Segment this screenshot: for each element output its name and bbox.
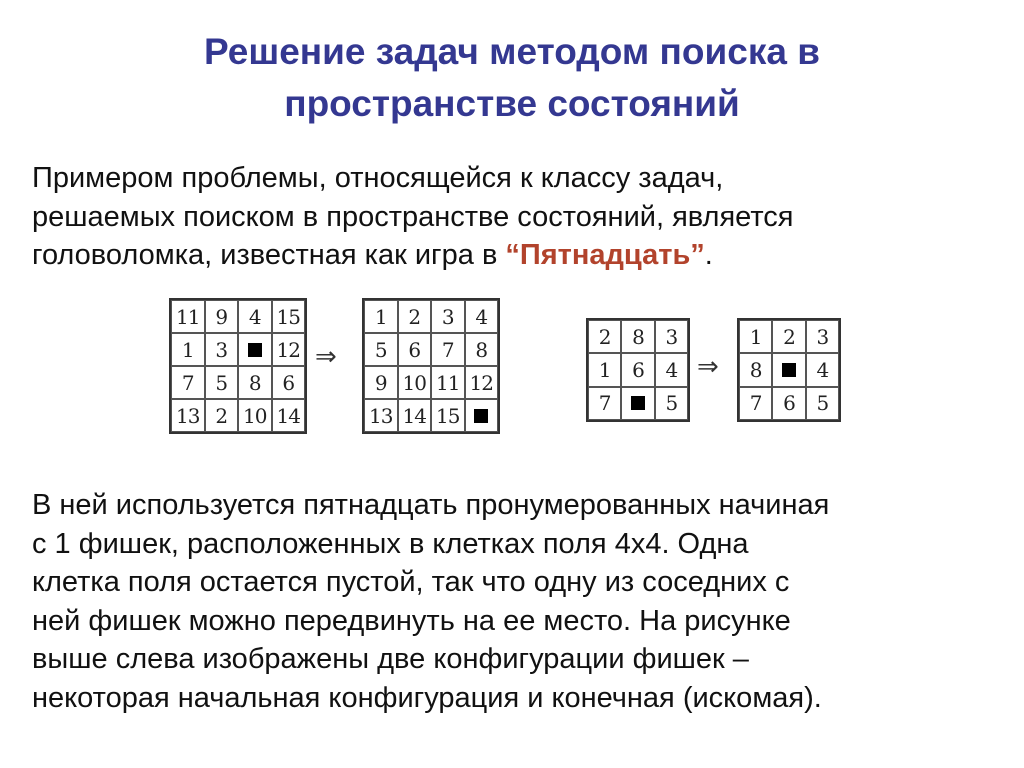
intro-line-2: решаемых поиском в пространстве состояний, является: [32, 200, 794, 233]
arrow-right-icon: ⇒: [315, 342, 337, 372]
puzzle-tile: 4: [655, 353, 688, 386]
intro-line-3: [32, 236, 1002, 275]
intro-line-1: Примером проблемы, относящейся к классу задач,: [32, 162, 724, 194]
puzzle-tile: 12: [272, 333, 306, 366]
empty-cell-marker: [631, 396, 645, 410]
body-line-6: некоторая начальная конфигурация и конечная (искомая).: [32, 681, 822, 714]
puzzle-tile: 8: [238, 366, 272, 399]
puzzle-tile: 2: [772, 320, 805, 353]
puzzle-tile: 13: [171, 399, 205, 432]
puzzle-tile: 3: [655, 320, 688, 353]
puzzle-tile: 5: [655, 387, 688, 420]
puzzle-tile: 3: [205, 333, 239, 366]
puzzle-tile: 7: [588, 387, 621, 420]
body-line-4: ней фишек можно передвинуть на ее место. На рисунке: [32, 604, 791, 637]
puzzle-15-goal-grid: [362, 298, 500, 434]
puzzle-tile: 4: [806, 353, 839, 386]
puzzle-tile: 2: [588, 320, 621, 353]
puzzle-tile: 12: [465, 366, 499, 399]
puzzle-tile: 14: [272, 399, 306, 432]
empty-cell-marker: [474, 409, 488, 423]
puzzle-tile: 15: [431, 399, 465, 432]
arrow-right-icon: ⇒: [697, 352, 719, 382]
puzzle-15-start-grid: [169, 298, 307, 434]
game-name-highlight: “Пятнадцать”: [505, 239, 705, 271]
puzzle-tile: 6: [621, 353, 654, 386]
body-line-3: клетка поля остается пустой, так что одну из соседних с: [32, 566, 790, 598]
slide-title-line-1: Решение задач методом поиска в: [204, 31, 820, 72]
puzzle-8-goal-grid: [737, 318, 841, 422]
puzzle-tile: 9: [364, 366, 398, 399]
puzzle-tile: 5: [205, 366, 239, 399]
puzzle-tile: 10: [398, 366, 432, 399]
body-line-5: выше слева изображены две конфигурации фишек –: [32, 643, 749, 675]
puzzle-tile: 5: [806, 387, 839, 420]
puzzle-tile: 4: [238, 300, 272, 333]
puzzle-tile: 3: [806, 320, 839, 353]
puzzle-tile: 6: [272, 366, 306, 399]
puzzle-tile: 13: [364, 399, 398, 432]
puzzle-tile: 14: [398, 399, 432, 432]
empty-cell-marker: [248, 343, 262, 357]
puzzle-tile: 5: [364, 333, 398, 366]
puzzle-tile: 7: [739, 387, 772, 420]
puzzle-tile: 8: [739, 353, 772, 386]
puzzle-tile: 1: [364, 300, 398, 333]
puzzle-tile: 8: [621, 320, 654, 353]
empty-cell: [465, 399, 499, 432]
puzzle-tile: 1: [588, 353, 621, 386]
puzzle-tile: 9: [205, 300, 239, 333]
body-line-1: В ней используется пятнадцать пронумерованных начиная: [32, 489, 830, 521]
puzzle-tile: 10: [238, 399, 272, 432]
empty-cell-marker: [782, 363, 796, 377]
puzzle-tile: 3: [431, 300, 465, 333]
puzzle-tile: 7: [171, 366, 205, 399]
puzzle-tile: 6: [772, 387, 805, 420]
puzzle-tile: 7: [431, 333, 465, 366]
slide-title: [0, 26, 1024, 130]
puzzle-tile: 11: [431, 366, 465, 399]
intro-line-3-end: .: [704, 239, 713, 271]
puzzle-tile: 8: [465, 333, 499, 366]
intro-paragraph: [32, 159, 1002, 275]
puzzle-tile: 1: [171, 333, 205, 366]
slide-title-line-2: пространстве состояний: [284, 83, 740, 124]
puzzle-tile: 11: [171, 300, 205, 333]
puzzle-tile: 2: [205, 399, 239, 432]
empty-cell: [621, 387, 654, 420]
empty-cell: [772, 353, 805, 386]
puzzle-tile: 6: [398, 333, 432, 366]
puzzle-tile: 2: [398, 300, 432, 333]
intro-line-3-text: головоломка, известная как игра в: [32, 239, 506, 271]
puzzle-8-start-grid: [586, 318, 690, 422]
puzzle-tile: 15: [272, 300, 306, 333]
puzzle-tile: 1: [739, 320, 772, 353]
body-paragraph: [32, 486, 1002, 717]
body-line-2: с 1 фишек, расположенных в клетках поля 4х4. Одна: [32, 527, 749, 560]
empty-cell: [238, 333, 272, 366]
puzzle-tile: 4: [465, 300, 499, 333]
